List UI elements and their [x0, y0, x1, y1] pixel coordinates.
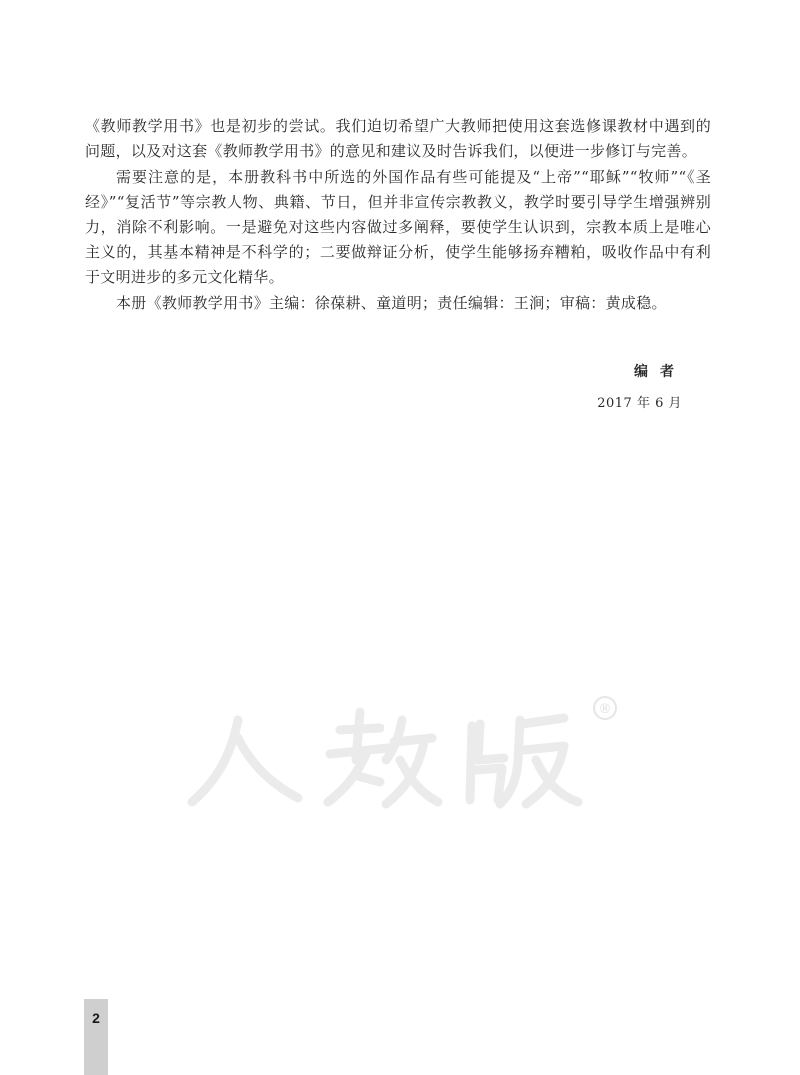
paragraph-credits: 本册《教师教学用书》主编：徐葆耕、童道明；责任编辑：王涧；审稿：黄成稳。: [116, 294, 667, 312]
publisher-watermark-logo: [180, 690, 620, 820]
signoff: [597, 361, 686, 411]
signoff-author: 编者: [634, 364, 686, 380]
body-text: [85, 114, 711, 317]
page-number: 2: [92, 1010, 100, 1026]
signoff-date: 2017 年 6 月: [597, 396, 682, 411]
paragraph-continuation: 《教师教学用书》也是初步的尝试。我们迫切希望广大教师把使用这套选修课教材中遇到的问题，以及对这套《教师教学用书》的意见和建议及时告诉我们，以便进一步修订与完善。: [85, 117, 711, 160]
registered-mark: ®: [598, 702, 612, 717]
paragraph-religion-note: 需要注意的是，本册教科书中所选的外国作品有些可能提及“上帝”“耶稣”“牧师”“《圣经》”“复活节”等宗教人物、典籍、节日，但并非宣传宗教教义，教学时要引导学生增强辨别力，消除不利影响。一是避免对这些内容做过多阐释，要使学生认识到，宗教本质上是唯心主义的，其基本精神是不科学的；二要做辩证分析，使学生能够扬弃糟粕，吸收作品中有利于文明进步的多元文化精华。: [85, 168, 711, 286]
